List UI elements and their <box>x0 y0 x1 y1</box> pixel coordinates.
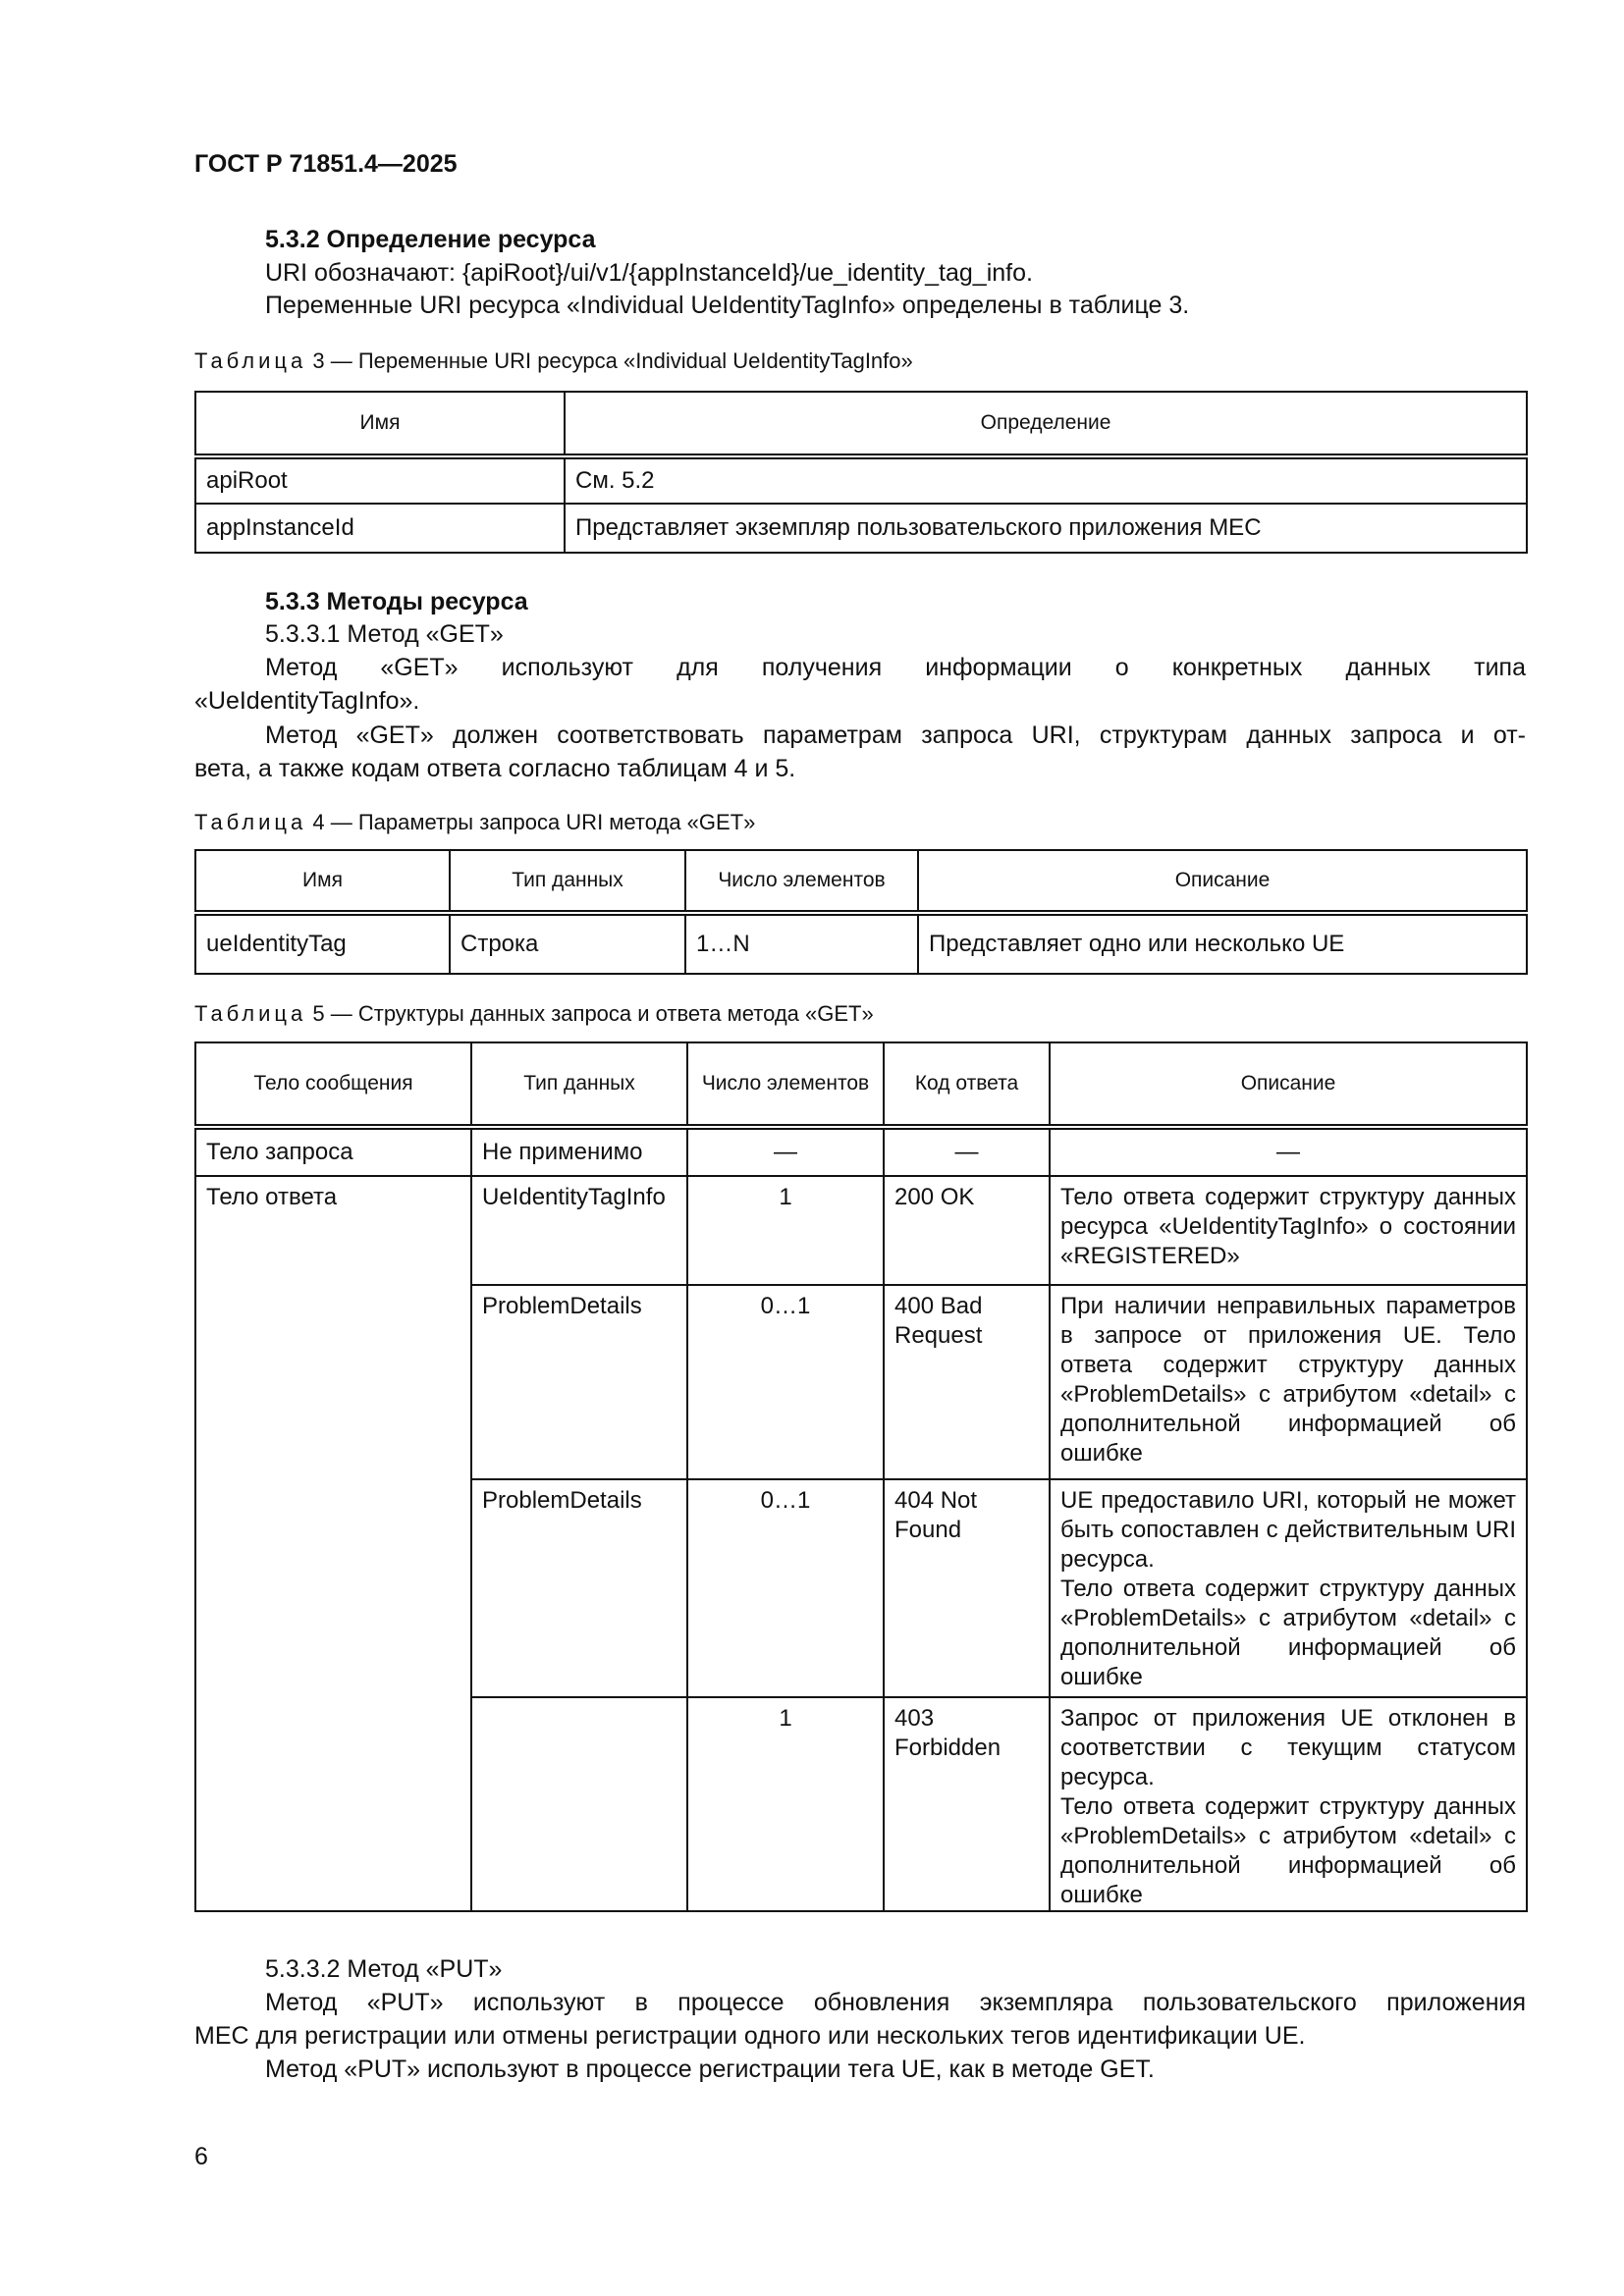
get-paragraph-line1: Метод «GET» используют для получения информации о конкретных данных типа <box>265 654 1526 681</box>
table4-header-description: Описание <box>918 850 1527 913</box>
desc-part: Запрос от приложения UE отклонен в соответствии с текущим статусом ресурса. <box>1060 1705 1516 1790</box>
table-row <box>195 1176 1527 1285</box>
table5-cell: 1 <box>687 1697 884 1911</box>
table-5 <box>194 1041 1528 1912</box>
put-paragraph-line2: MEC для регистрации или отмены регистрации одного или нескольких тегов идентификации UE. <box>194 2022 1306 2050</box>
table5-cell: 200 OK <box>884 1176 1050 1285</box>
table5-cell: При наличии неправильных параметров в запросе от приложения UE. Тело ответа содержит структуру данных «ProblemDetails» с атрибутом «detail» с дополнительной информацией об ошибке <box>1050 1285 1527 1479</box>
table-row <box>195 913 1527 974</box>
table4-caption: Таблица 4 — Параметры запроса URI метода «GET» <box>194 810 756 834</box>
put-paragraph-line1: Метод «PUT» используют в процессе обновления экземпляра пользовательского приложения <box>265 1989 1526 2016</box>
table5-cell: ProblemDetails <box>471 1479 687 1697</box>
table5-cell <box>1050 1479 1527 1697</box>
table5-cell: 1 <box>687 1176 884 1285</box>
table3-cell: apiRoot <box>195 456 565 504</box>
table3-header-name: Имя <box>195 392 565 456</box>
uri-vars-line: Переменные URI ресурса «Individual UeIdentityTagInfo» определены в таблице 3. <box>265 292 1190 319</box>
table5-cell: Тело запроса <box>195 1127 471 1176</box>
table5-cell <box>1050 1697 1527 1911</box>
table5-header-count: Число элементов <box>687 1042 884 1127</box>
uri-line: URI обозначают: {apiRoot}/ui/v1/{appInstanceId}/ue_identity_tag_info. <box>265 259 1033 287</box>
desc-part: UE предоставило URI, который не может быть сопоставлен с действительным URI ресурса. <box>1060 1487 1516 1573</box>
table5-cell: 400 Bad Request <box>884 1285 1050 1479</box>
get-rules-line2: вета, а также кодам ответа согласно таблицам 4 и 5. <box>194 755 796 782</box>
subsection-5-3-3-2-title: 5.3.3.2 Метод «PUT» <box>265 1955 503 1983</box>
table4-header-name: Имя <box>195 850 450 913</box>
table-3 <box>194 391 1528 554</box>
table5-header-code: Код ответа <box>884 1042 1050 1127</box>
table3-cell: Представляет экземпляр пользовательского приложения MEC <box>565 504 1527 553</box>
table-row <box>195 1127 1527 1176</box>
section-5-3-3-title: 5.3.3 Методы ресурса <box>265 588 528 615</box>
table5-cell: 0…1 <box>687 1285 884 1479</box>
table5-cell: — <box>1050 1127 1527 1176</box>
desc-part: Тело ответа содержит структуру данных «ProblemDetails» с атрибутом «detail» с дополнительной информацией об ошибке <box>1060 1575 1516 1690</box>
section-5-3-2-title: 5.3.2 Определение ресурса <box>265 226 596 253</box>
table5-cell <box>471 1697 687 1911</box>
table-row <box>195 456 1527 504</box>
table5-cell: 404 Not Found <box>884 1479 1050 1697</box>
table3-cell: appInstanceId <box>195 504 565 553</box>
table5-cell: 403 Forbidden <box>884 1697 1050 1911</box>
table-4 <box>194 849 1528 975</box>
table5-cell: Тело ответа содержит структуру данных ресурса «UeIdentityTagInfo» о состоянии «REGISTERED» <box>1050 1176 1527 1285</box>
get-rules-line1: Метод «GET» должен соответствовать параметрам запроса URI, структурам данных запроса и от- <box>265 721 1526 749</box>
table4-cell: ueIdentityTag <box>195 913 450 974</box>
table5-header-body: Тело сообщения <box>195 1042 471 1127</box>
table-row <box>195 504 1527 553</box>
table5-cell: — <box>884 1127 1050 1176</box>
table5-header-type: Тип данных <box>471 1042 687 1127</box>
table4-cell: Строка <box>450 913 685 974</box>
table5-cell: Не применимо <box>471 1127 687 1176</box>
page-number: 6 <box>194 2143 208 2170</box>
table3-caption: Таблица 3 — Переменные URI ресурса «Individual UeIdentityTagInfo» <box>194 348 913 373</box>
table4-cell: Представляет одно или несколько UE <box>918 913 1527 974</box>
table5-cell: — <box>687 1127 884 1176</box>
table5-cell: UeIdentityTagInfo <box>471 1176 687 1285</box>
table5-header-description: Описание <box>1050 1042 1527 1127</box>
desc-part: Тело ответа содержит структуру данных «ProblemDetails» с атрибутом «detail» с дополнительной информацией об ошибке <box>1060 1793 1516 1908</box>
table5-response-label: Тело ответа <box>195 1176 471 1911</box>
put-paragraph-2: Метод «PUT» используют в процессе регистрации тега UE, как в методе GET. <box>265 2056 1155 2083</box>
table4-cell: 1…N <box>685 913 918 974</box>
document-header: ГОСТ Р 71851.4—2025 <box>194 150 458 178</box>
table5-cell: ProblemDetails <box>471 1285 687 1479</box>
subsection-5-3-3-1-title: 5.3.3.1 Метод «GET» <box>265 620 504 648</box>
table5-cell: 0…1 <box>687 1479 884 1697</box>
table5-caption: Таблица 5 — Структуры данных запроса и ответа метода «GET» <box>194 1001 874 1026</box>
table4-header-count: Число элементов <box>685 850 918 913</box>
table3-header-definition: Определение <box>565 392 1527 456</box>
get-paragraph-line2: «UeIdentityTagInfo». <box>194 687 420 715</box>
table4-header-type: Тип данных <box>450 850 685 913</box>
table3-cell: См. 5.2 <box>565 456 1527 504</box>
